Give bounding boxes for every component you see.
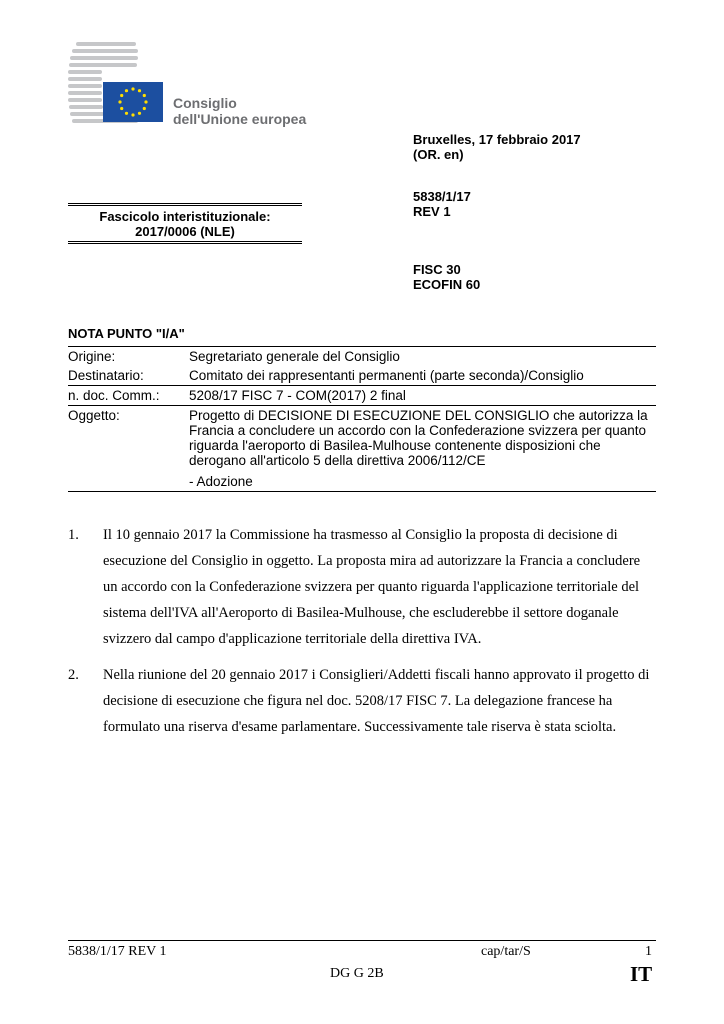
row-key: Oggetto:	[68, 406, 189, 492]
document-date: Bruxelles, 17 febbraio 2017	[413, 132, 581, 147]
original-language: (OR. en)	[413, 147, 464, 162]
table-row	[68, 366, 656, 386]
interinstitutional-file	[68, 203, 302, 245]
table-row	[68, 406, 656, 492]
fascicolo-value: 2017/0006 (NLE)	[135, 224, 235, 239]
paragraph-text: Nella riunione del 20 gennaio 2017 i Consiglieri/Addetti fiscali hanno approvato il progetto di decisione di esecuzione che figura nel doc. 5208/17 FISC 7. La delegazione francese ha formulato una riserva d'esame parlamentare. Successivamente tale riserva è stata sciolta.	[103, 667, 650, 735]
footer-initials: cap/tar/S	[481, 944, 531, 959]
row-key: Destinatario:	[68, 368, 144, 383]
paragraph-number: 2.	[68, 667, 79, 683]
document-number: 5838/1/17	[413, 189, 471, 204]
council-name-line2: dell'Unione europea	[173, 111, 307, 127]
date-block	[413, 132, 581, 162]
subject-code-ecofin: ECOFIN 60	[413, 277, 481, 292]
footer-doc-ref: 5838/1/17 REV 1	[68, 944, 167, 959]
table-row	[68, 347, 656, 367]
divider	[68, 205, 302, 206]
note-metadata-table	[68, 346, 656, 492]
row-key: Origine:	[68, 347, 189, 367]
divider	[68, 243, 302, 244]
subject-codes	[413, 262, 480, 292]
footer-divider	[68, 940, 656, 941]
paragraph-number: 1.	[68, 527, 79, 543]
footer-dg: DG G 2B	[330, 966, 384, 981]
row-key: n. doc. Comm.:	[68, 386, 189, 406]
table-row	[68, 386, 656, 406]
row-value: 5208/17 FISC 7 - COM(2017) 2 final	[189, 386, 656, 406]
footer-page-number: 1	[645, 944, 652, 959]
paragraph-text: Il 10 gennaio 2017 la Commissione ha trasmesso al Consiglio la proposta di decisione di esecuzione del Consiglio in oggetto. La proposta mira ad autorizzare la Francia a concludere un accordo con la Confederazione svizzera per quanto riguarda l'applicazione territoriale del sistema dell'IVA all'Aeroporto di Basilea-Mulhouse, che escluderebbe il settore doganale svizzero dal campo d'applicazione territoriale della direttiva IVA.	[103, 527, 641, 647]
footer-language: IT	[630, 962, 653, 986]
doc-number-block	[413, 189, 471, 219]
paragraph-1	[68, 522, 658, 652]
divider	[68, 241, 302, 242]
paragraph-2	[68, 662, 658, 740]
divider	[68, 203, 302, 204]
council-name-line1: Consiglio	[173, 95, 237, 111]
subject-text: Progetto di DECISIONE DI ESECUZIONE DEL CONSIGLIO che autorizza la Francia a concludere un accordo con la Confederazione svizzera per quanto riguarda l'aeroporto di Basilea-Mulhouse contenente disposizioni che derogano all'articolo 5 della direttiva 2006/112/CE	[189, 408, 648, 468]
subject-adoption: - Adozione	[189, 474, 253, 489]
row-value: Comitato dei rappresentanti permanenti (parte seconda)/Consiglio	[189, 368, 584, 383]
note-title: NOTA PUNTO "I/A"	[68, 326, 185, 341]
row-value: Segretariato generale del Consiglio	[189, 347, 656, 367]
council-name	[173, 95, 306, 127]
subject-cell	[189, 406, 656, 492]
subject-code-fisc: FISC 30	[413, 262, 461, 277]
fascicolo-label: Fascicolo interistituzionale:	[99, 209, 271, 224]
document-revision: REV 1	[413, 204, 451, 219]
